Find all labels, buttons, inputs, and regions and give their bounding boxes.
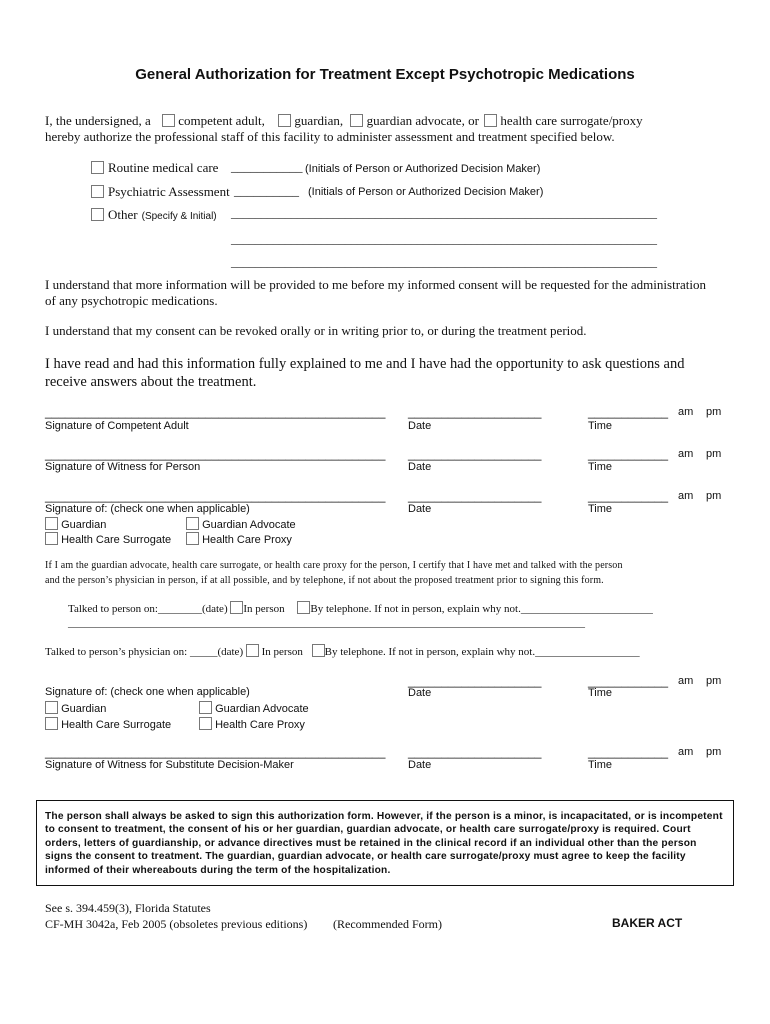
witness-signature-label: Signature of Witness for Person bbox=[45, 461, 201, 473]
date-label: Date bbox=[408, 687, 432, 699]
page-title: General Authorization for Treatment Except Psychotropic Medications bbox=[135, 66, 635, 83]
talked-person-phone-checkbox[interactable] bbox=[297, 601, 310, 614]
role-guardian bbox=[45, 517, 106, 531]
paragraph-3-line1: I have read and had this information fully explained to me and I have had the opportunity to ask questions and bbox=[45, 356, 685, 372]
treatment-other bbox=[91, 206, 217, 224]
talked-physician-in-person-label: In person bbox=[261, 646, 303, 658]
witness-substitute-signature-line[interactable]: ___________________________________________________ bbox=[45, 745, 386, 759]
sdm-guardian-advocate-checkbox[interactable] bbox=[199, 701, 212, 714]
talked-physician-date-field[interactable]: Talked to person’s physician on: _____(date) bbox=[45, 646, 244, 658]
talked-person-phone-label[interactable]: By telephone. If not in person, explain why not.________________________ bbox=[310, 603, 653, 615]
surrogate-proxy-checkbox[interactable] bbox=[484, 114, 497, 127]
guardian-label: guardian, bbox=[294, 113, 344, 128]
date-label: Date bbox=[408, 759, 432, 771]
paragraph-1-line1: I understand that more information will be provided to me before my informed consent will be requested for the administration bbox=[45, 277, 707, 292]
intro-line2: hereby authorize the professional staff of this facility to administer assessment and treatment specified below. bbox=[45, 129, 615, 144]
competent-adult-time-line[interactable]: ____________ bbox=[588, 405, 669, 419]
witness-substitute-date-line[interactable]: ____________________ bbox=[408, 745, 542, 759]
psychiatric-note: (Initials of Person or Authorized Decision Maker) bbox=[308, 186, 544, 198]
role-surrogate-checkbox[interactable] bbox=[45, 532, 58, 545]
am-label: am bbox=[678, 746, 694, 758]
witness-substitute-label: Signature of Witness for Substitute Decision-Maker bbox=[45, 759, 294, 771]
pm-label: pm bbox=[706, 448, 722, 460]
witness-substitute-time-line[interactable]: ____________ bbox=[588, 745, 669, 759]
talked-person-explain-line[interactable]: ______________________________________________________________________________________________ bbox=[68, 617, 585, 629]
competent-adult-label: competent adult, bbox=[178, 113, 265, 128]
sdm-proxy-label: Health Care Proxy bbox=[215, 719, 305, 731]
time-label: Time bbox=[588, 461, 613, 473]
witness-date-line[interactable]: ____________________ bbox=[408, 447, 542, 461]
routine-care-note: (Initials of Person or Authorized Decision Maker) bbox=[305, 163, 541, 175]
guardian-advocate-label: guardian advocate, or bbox=[366, 113, 479, 128]
other-line-1[interactable]: _______________________________________________________________________ bbox=[231, 206, 657, 220]
guardian-checkbox[interactable] bbox=[278, 114, 291, 127]
role-guardian-checkbox[interactable] bbox=[45, 517, 58, 530]
psychiatric-assessment-checkbox[interactable] bbox=[91, 185, 104, 198]
routine-care-initials-field[interactable]: ___________ bbox=[231, 159, 303, 174]
role-surrogate-label: Health Care Surrogate bbox=[61, 534, 172, 546]
role-proxy-checkbox[interactable] bbox=[186, 532, 199, 545]
sdm-role-guardian-advocate bbox=[199, 701, 309, 715]
talked-person-date-field[interactable]: Talked to person on:________(date) bbox=[68, 603, 228, 615]
other-line-3[interactable]: _______________________________________________________________________ bbox=[231, 255, 657, 269]
time-label: Time bbox=[588, 503, 613, 515]
role-guardian-advocate bbox=[186, 517, 296, 531]
competent-adult-checkbox[interactable] bbox=[162, 114, 175, 127]
role-proxy bbox=[186, 532, 292, 546]
sdm-guardian-advocate-label: Guardian Advocate bbox=[215, 703, 309, 715]
certify-line1: If I am the guardian advocate, health care surrogate, or health care proxy for the person, I certify that I have met and talked with the person bbox=[45, 560, 623, 571]
am-label: am bbox=[678, 490, 694, 502]
pm-label: pm bbox=[706, 746, 722, 758]
routine-care-checkbox[interactable] bbox=[91, 161, 104, 174]
time-label: Time bbox=[588, 420, 613, 432]
sdm-proxy-checkbox[interactable] bbox=[199, 717, 212, 730]
talked-person-row bbox=[68, 601, 653, 615]
treatment-routine bbox=[91, 159, 218, 177]
guardian-advocate-checkbox[interactable] bbox=[350, 114, 363, 127]
date-label: Date bbox=[408, 461, 432, 473]
other-line-2[interactable]: _______________________________________________________________________ bbox=[231, 232, 657, 246]
signature-of-label: Signature of: (check one when applicable) bbox=[45, 503, 250, 515]
date-label: Date bbox=[408, 503, 432, 515]
talked-physician-in-person-checkbox[interactable] bbox=[246, 644, 259, 657]
role-surrogate bbox=[45, 532, 171, 546]
pm-label: pm bbox=[706, 675, 722, 687]
form-id: CF-MH 3042a, Feb 2005 (obsoletes previous editions) bbox=[45, 917, 308, 931]
intro-line bbox=[45, 113, 643, 129]
sdm-time-line[interactable]: ____________ bbox=[588, 674, 669, 688]
sdm-role-proxy bbox=[199, 717, 305, 731]
psychiatric-assessment-label: Psychiatric Assessment bbox=[108, 184, 230, 199]
role-proxy-label: Health Care Proxy bbox=[202, 534, 292, 546]
paragraph-3-line2: receive answers about the treatment. bbox=[45, 374, 257, 390]
substitute-date-line[interactable]: ____________________ bbox=[408, 489, 542, 503]
competent-adult-signature-line[interactable]: ___________________________________________________ bbox=[45, 405, 386, 419]
psychiatric-initials-field[interactable]: __________ bbox=[234, 183, 299, 198]
date-label: Date bbox=[408, 420, 432, 432]
pm-label: pm bbox=[706, 490, 722, 502]
recommended-form: (Recommended Form) bbox=[333, 917, 442, 931]
sdm-guardian-checkbox[interactable] bbox=[45, 701, 58, 714]
role-guardian-advocate-checkbox[interactable] bbox=[186, 517, 199, 530]
time-label: Time bbox=[588, 759, 613, 771]
sdm-surrogate-label: Health Care Surrogate bbox=[61, 719, 172, 731]
notice-box: The person shall always be asked to sign this authorization form. However, if the person is a minor, is incapacitated, or is incompetent to consent to treatment, the consent of his or her guardian, guardian advocate, or health care surrogate/proxy is required. Court orders, letters of guardianship, or advance directives must be retained in the clinical record if an individual other than the person signs the consent to treatment. The guardian, guardian advocate, or health care surrogate/proxy must agree to keep the facility informed of their whereabouts during the term of the hospitalization. bbox=[36, 800, 734, 886]
baker-act-label: BAKER ACT bbox=[612, 916, 683, 930]
sdm-date-line[interactable]: ____________________ bbox=[408, 674, 542, 688]
sdm-guardian-label: Guardian bbox=[61, 703, 107, 715]
talked-physician-phone-label[interactable]: By telephone. If not in person, explain why not.___________________ bbox=[324, 646, 640, 658]
competent-adult-date-line[interactable]: ____________________ bbox=[408, 405, 542, 419]
substitute-time-line[interactable]: ____________ bbox=[588, 489, 669, 503]
talked-physician-row bbox=[45, 644, 640, 658]
am-label: am bbox=[678, 675, 694, 687]
substitute-signature-line[interactable]: ___________________________________________________ bbox=[45, 489, 386, 503]
role-guardian-advocate-label: Guardian Advocate bbox=[202, 519, 296, 531]
other-label: Other bbox=[108, 207, 138, 222]
sdm-signature-of-label: Signature of: (check one when applicable) bbox=[45, 686, 250, 698]
witness-signature-line[interactable]: ___________________________________________________ bbox=[45, 447, 386, 461]
paragraph-1-line2: of any psychotropic medications. bbox=[45, 293, 218, 308]
talked-physician-phone-checkbox[interactable] bbox=[312, 644, 325, 657]
sdm-role-guardian bbox=[45, 701, 106, 715]
am-label: am bbox=[678, 406, 694, 418]
paragraph-2: I understand that my consent can be revoked orally or in writing prior to, or during the treatment period. bbox=[45, 323, 587, 338]
surrogate-proxy-label: health care surrogate/proxy bbox=[500, 113, 643, 128]
sdm-role-surrogate bbox=[45, 717, 171, 731]
competent-adult-signature-label: Signature of Competent Adult bbox=[45, 420, 189, 432]
talked-person-in-person-checkbox[interactable] bbox=[230, 601, 243, 614]
other-note: (Specify & Initial) bbox=[141, 211, 217, 222]
other-checkbox[interactable] bbox=[91, 208, 104, 221]
role-guardian-label: Guardian bbox=[61, 519, 107, 531]
time-label: Time bbox=[588, 687, 613, 699]
pm-label: pm bbox=[706, 406, 722, 418]
intro-prefix: I, the undersigned, a bbox=[45, 113, 151, 128]
sdm-surrogate-checkbox[interactable] bbox=[45, 717, 58, 730]
witness-time-line[interactable]: ____________ bbox=[588, 447, 669, 461]
certify-line2: and the person’s physician in person, if at all possible, and by telephone, if not about the proposed treatment prior to signing this form. bbox=[45, 575, 604, 586]
talked-person-in-person-label: In person bbox=[243, 603, 285, 615]
statute-reference: See s. 394.459(3), Florida Statutes bbox=[45, 901, 211, 915]
treatment-psychiatric bbox=[91, 183, 230, 201]
am-label: am bbox=[678, 448, 694, 460]
routine-care-label: Routine medical care bbox=[108, 160, 219, 175]
